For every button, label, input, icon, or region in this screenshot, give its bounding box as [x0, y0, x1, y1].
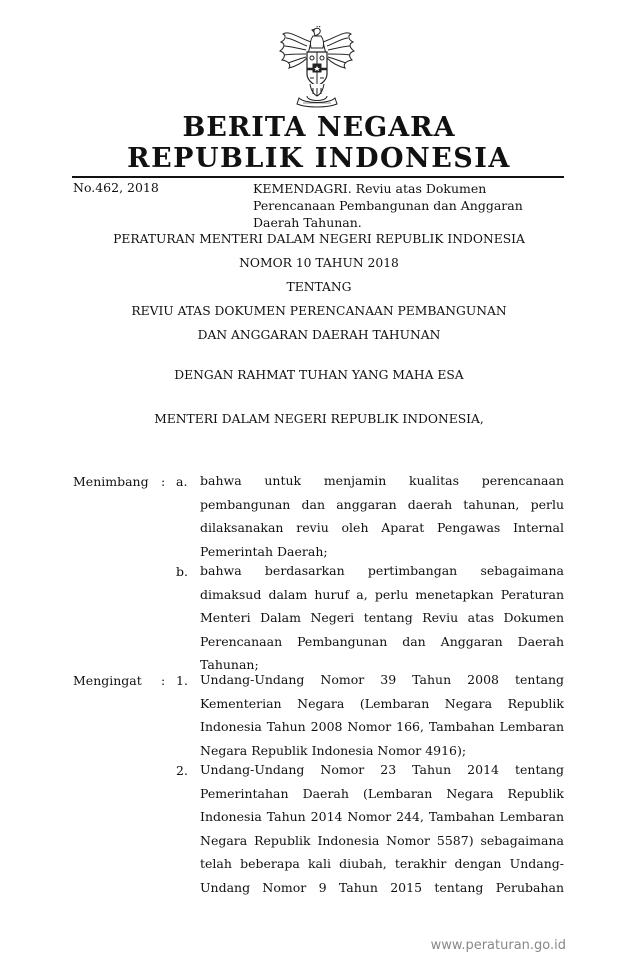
- footer-url: www.peraturan.go.id: [430, 938, 566, 953]
- menimbang-item-text: bahwa berdasarkan pertimbangan sebagaimana dimaksud dalam huruf a, perlu menetapkan Peraturan Menteri Dalam Negeri tentang Reviu atas Dokumen Perencanaan Pembangunan dan Anggaran Daerah Tahunan;: [200, 563, 564, 672]
- mengingat-item-text: Undang-Undang Nomor 23 Tahun 2014 tentang Pemerintahan Daerah (Lembaran Negara Republik Indonesia Tahun 2014 Nomor 244, Tambahan Lembaran Negara Republik Indonesia Nomor 5587) sebagaimana telah beberapa kali diubah, terakhir dengan Undang-Undang Nomor 9 Tahun 2015 tentang Perubahan: [200, 762, 564, 895]
- mengingat-label: Mengingat: [73, 673, 142, 688]
- regulation-subject-line2: DAN ANGGARAN DAERAH TAHUNAN: [197, 328, 441, 342]
- authority-line: MENTERI DALAM NEGERI REPUBLIK INDONESIA,: [154, 412, 484, 426]
- masthead-divider: [72, 176, 564, 178]
- regulation-number: NOMOR 10 TAHUN 2018: [239, 256, 399, 270]
- regulation-subject-line1: REVIU ATAS DOKUMEN PERENCANAAN PEMBANGUNAN: [131, 304, 507, 318]
- issue-description: KEMENDAGRI. Reviu atas Dokumen Perencanaan Pembangunan dan Anggaran Daerah Tahunan.: [253, 181, 523, 230]
- garuda-emblem-icon: [277, 26, 357, 112]
- mengingat-item-marker: 2.: [176, 763, 188, 778]
- regulation-title: PERATURAN MENTERI DALAM NEGERI REPUBLIK INDONESIA: [113, 232, 525, 246]
- menimbang-item-text: bahwa untuk menjamin kualitas perencanaan pembangunan dan anggaran daerah tahunan, perlu dilaksanakan reviu oleh Aparat Pengawas Internal Pemerintah Daerah;: [200, 473, 564, 559]
- issue-number: No.462, 2018: [73, 180, 159, 195]
- mengingat-item-marker: 1.: [176, 673, 188, 688]
- mengingat-item-text: Undang-Undang Nomor 39 Tahun 2008 tentang Kementerian Negara (Lembaran Negara Republik Indonesia Tahun 2008 Nomor 166, Tambahan Lembaran Negara Republik Indonesia Nomor 4916);: [200, 672, 564, 758]
- invocation: DENGAN RAHMAT TUHAN YANG MAHA ESA: [174, 368, 464, 382]
- masthead-title-line2: REPUBLIK INDONESIA: [127, 143, 511, 174]
- menimbang-item-marker: b.: [176, 564, 188, 579]
- menimbang-label: Menimbang: [73, 474, 149, 489]
- mengingat-colon: :: [161, 673, 166, 688]
- menimbang-item-marker: a.: [176, 474, 188, 489]
- masthead-title-line1: BERITA NEGARA: [182, 112, 456, 143]
- menimbang-colon: :: [161, 474, 166, 489]
- regulation-tentang: TENTANG: [286, 280, 352, 294]
